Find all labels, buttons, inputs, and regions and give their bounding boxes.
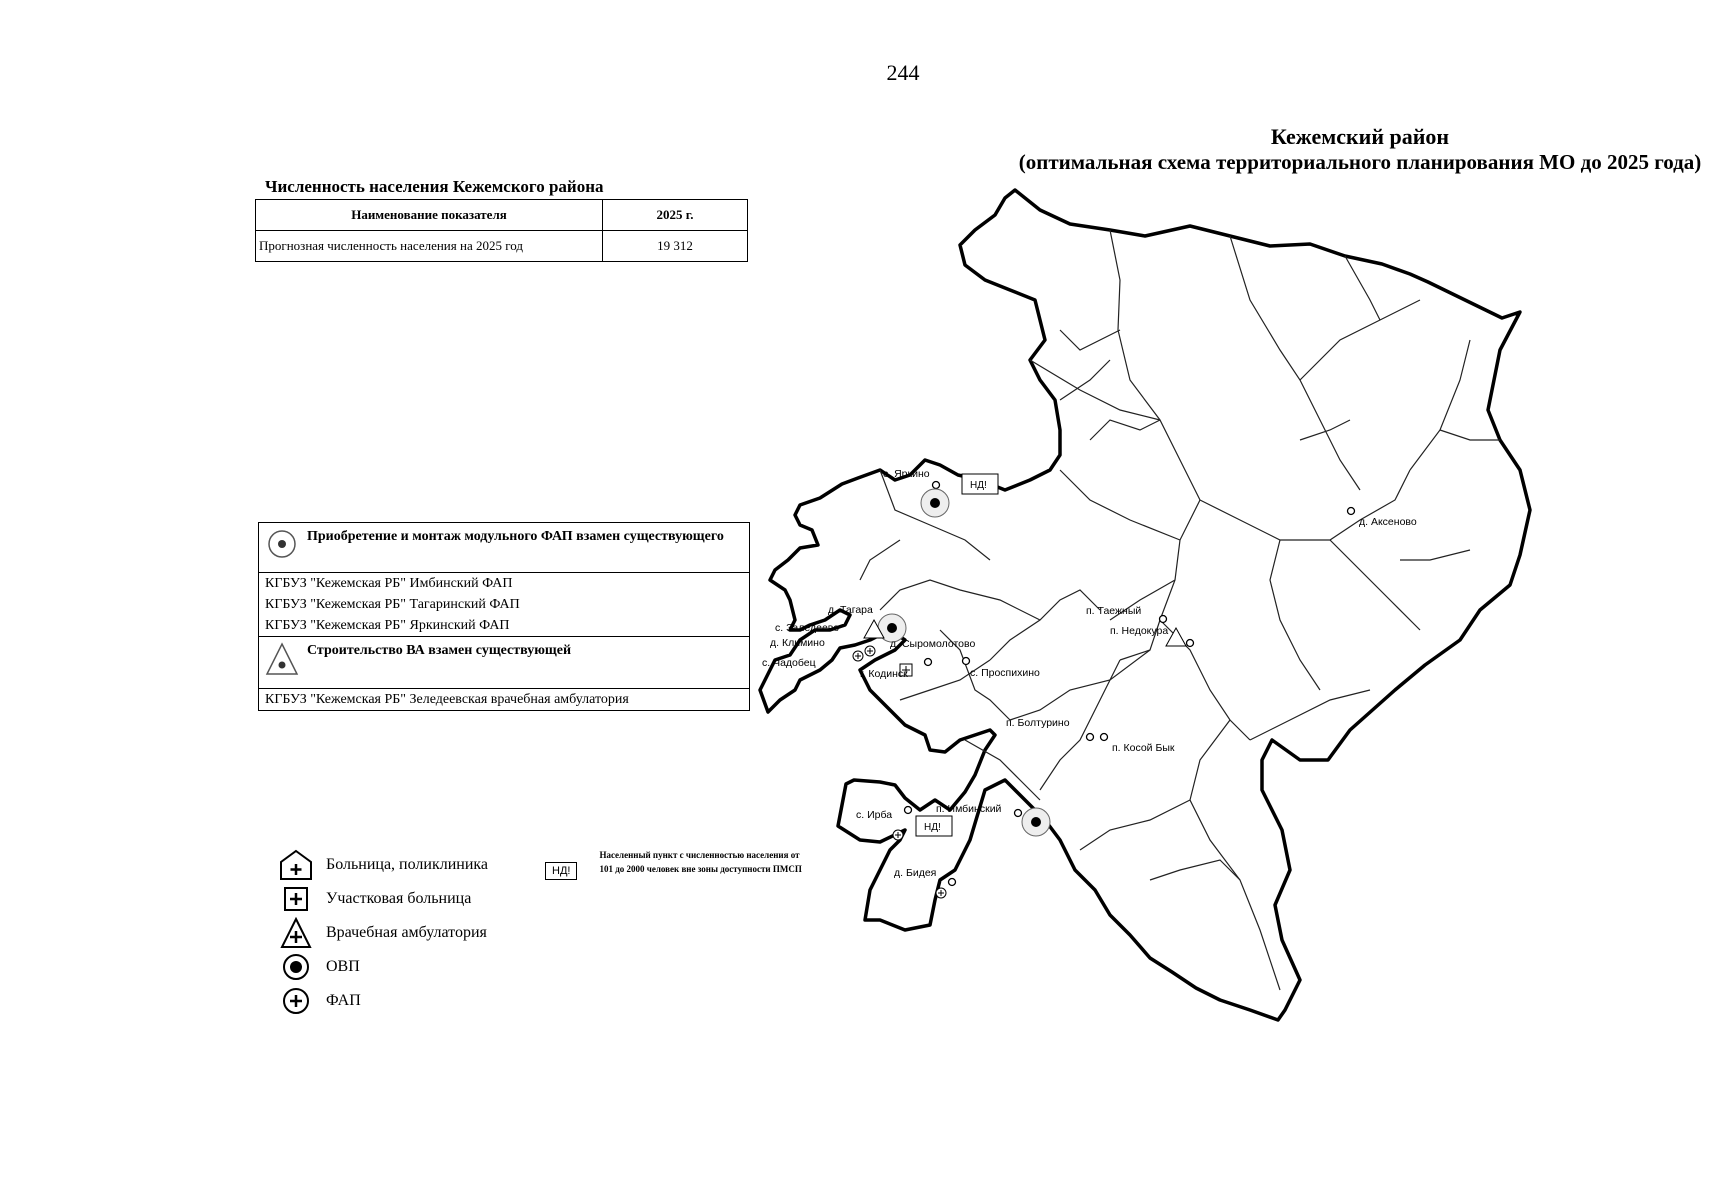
column-header-year: 2025 г. — [603, 200, 748, 231]
nd-legend-text: Населенный пункт с численностью населения от 101 до 2000 человек вне зоны доступности ПМСП — [599, 850, 802, 874]
nd-marks — [916, 474, 998, 836]
place-label-klimino: д. Климино — [770, 637, 825, 649]
place-label-imbinsky: п. Имбинский — [936, 803, 1002, 815]
ambulatory-icon — [1166, 628, 1186, 646]
place-label-zeledeevo: с. Заледеево — [775, 622, 840, 634]
place-label-aksenovo: д. Аксеново — [1359, 516, 1417, 528]
fap-icon — [865, 646, 875, 656]
place-labels — [762, 468, 1417, 879]
ovp-icon — [1022, 808, 1050, 836]
place-label-taezhny: п. Таежный — [1086, 605, 1142, 617]
population-heading: Численность населения Кежемского района — [265, 177, 604, 196]
map-subtitle: (оптимальная схема территориального планирования МО до 2025 года) — [1018, 150, 1702, 174]
legend-label: ОВП — [326, 958, 360, 975]
place-label-syromolotovo: д. Сыромолотово — [890, 638, 976, 650]
list-item: КГБУЗ "Кежемская РБ" Тагаринский ФАП — [265, 597, 520, 612]
nd-mark-yarkino: НД! — [970, 480, 987, 491]
legend-label: ФАП — [326, 992, 361, 1009]
nd-mark-irba: НД! — [924, 822, 941, 833]
place-label-proskhino: с. Проспихино — [970, 667, 1040, 679]
list-item: КГБУЗ "Кежемская РБ" Зеледеевская врачебная амбулатория — [259, 688, 749, 710]
row-label: Прогнозная численность населения на 2025 год — [256, 231, 603, 262]
map-title: Кежемский район — [1270, 124, 1450, 149]
column-header-indicator: Наименование показателя — [256, 200, 603, 231]
legend-label: Больница, поликлиника — [326, 856, 489, 873]
measures-group-1-title: Приобретение и монтаж модульного ФАП взамен существующего — [307, 529, 724, 544]
row-value: 19 312 — [603, 231, 748, 262]
fap-icon — [893, 830, 903, 840]
district-boundary — [760, 190, 1530, 1020]
fap-icon — [853, 651, 863, 661]
map-facility-markers — [853, 489, 1186, 898]
place-label-bidei: д. Бидея — [894, 867, 937, 879]
legend-label: Участковая больница — [326, 890, 472, 907]
list-item: КГБУЗ "Кежемская РБ" Яркинский ФАП — [265, 618, 510, 633]
fap-icon — [936, 888, 946, 898]
place-label-kosoy-byk: п. Косой Бык — [1112, 742, 1175, 754]
place-label-irba: с. Ирба — [856, 809, 893, 821]
place-label-kodinsk: г. Кодинск — [860, 668, 908, 680]
place-label-bolturino: п. Болтурино — [1006, 717, 1070, 729]
place-label-yarkino: с. Яркино — [883, 468, 930, 480]
legend-label: Врачебная амбулатория — [326, 924, 487, 941]
place-label-nedokura: п. Недокура — [1110, 625, 1169, 637]
list-item: КГБУЗ "Кежемская РБ" Имбинский ФАП — [259, 572, 749, 594]
measures-group-2-title: Строительство ВА взамен существующей — [307, 643, 572, 658]
place-label-chadobets: с. Чадобец — [762, 657, 816, 669]
page-number: 244 — [886, 60, 920, 85]
ovp-icon — [921, 489, 949, 517]
place-label-tagara: д. Тагара — [828, 604, 873, 616]
nd-box: НД! — [545, 862, 577, 880]
rivers — [860, 230, 1500, 990]
